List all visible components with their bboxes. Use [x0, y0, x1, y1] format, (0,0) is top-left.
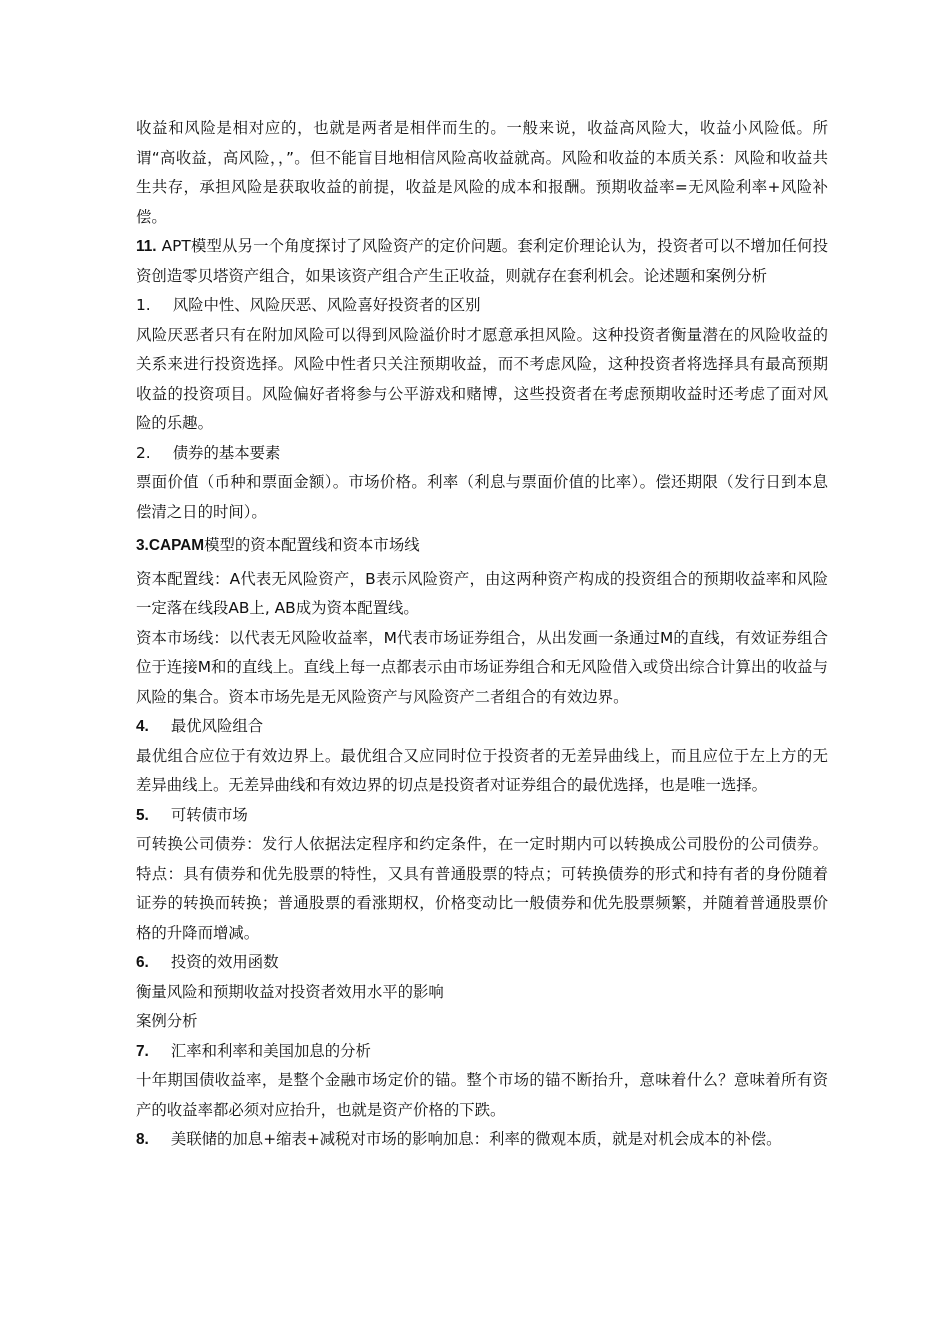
heading-2-number: 2.: [136, 443, 151, 462]
heading-8: [136, 1125, 828, 1155]
paragraph-6: 衡量风险和预期收益对投资者效用水平的影响: [136, 982, 444, 1001]
paragraph-2: 票面价值（币种和票面金额）。市场价格。利率（利息与票面价值的比率）。偿还期限（发行日到本息偿清之日的时间）。: [136, 473, 828, 521]
heading-1-text: 风险中性、风险厌恶、风险喜好投资者的区别: [172, 296, 481, 314]
heading-3: [136, 531, 828, 561]
heading-7: [136, 1037, 828, 1067]
heading-1: [136, 291, 828, 321]
paragraph-1: 风险厌恶者只有在附加风险可以得到风险溢价时才愿意承担风险。这种投资者衡量潜在的风险收益的关系来进行投资选择。风险中性者只关注预期收益，而不考虑风险，这种投资者将选择具有最高预期收益的投资项目。风险偏好者将参与公平游戏和赌博，这些投资者在考虑预期收益时还考虑了面对风险的乐趣。: [136, 325, 828, 432]
intro-paragraph: 收益和风险是相对应的，也就是两者是相伴而生的。一般来说，收益高风险大，收益小风险低。所谓“高收益，高风险，，”。但不能盲目地相信风险高收益就高。风险和收益的本质关系：风险和收益共生共存，承担风险是获取收益的前提，收益是风险的成本和报酬。预期收益率=无风险利率+风险补偿。: [136, 119, 828, 226]
heading-4-text: 最优风险组合: [170, 717, 264, 735]
heading-8-text: 美联储的加息+缩表+减税对市场的影响加息：利率的微观本质，就是对机会成本的补偿。: [170, 1130, 782, 1148]
paragraph-7: 十年期国债收益率，是整个金融市场定价的锚。整个市场的锚不断抬升，意味着什么？意味着所有资产的收益率都必须对应抬升，也就是资产价格的下跌。: [136, 1071, 828, 1119]
heading-3-number: 3.CAPAM: [136, 537, 205, 554]
heading-7-text: 汇率和利率和美国加息的分析: [170, 1041, 371, 1060]
item-11-text: APT模型从另一个角度探讨了风险资产的定价问题。套利定价理论认为，投资者可以不增加任何投资创造零贝塔资产组合，如果该资产组合产生正收益，则就存在套利机会。论述题和案例分析: [136, 237, 828, 285]
item-11: [136, 232, 828, 291]
heading-2-text: 债券的基本要素: [172, 443, 281, 462]
paragraph-3b: 资本市场线：以代表无风险收益率，M代表市场证券组合，从出发画一条通过M的直线，有效证券组合位于连接M和的直线上。直线上每一点都表示由市场证券组合和无风险借入或贷出综合计算出的收益与风险的集合。资本市场先是无风险资产与风险资产二者组合的有效边界。: [136, 628, 828, 706]
heading-5-number: 5.: [136, 806, 149, 824]
heading-4: [136, 712, 828, 742]
heading-1-number: 1.: [136, 296, 151, 314]
paragraph-5: 可转换公司债券：发行人依据法定程序和约定条件，在一定时期内可以转换成公司股份的公司债券。特点：具有债券和优先股票的特性，又具有普通股票的特点；可转换债券的形式和持有者的身份随着证券的转换而转换；普通股票的看涨期权，价格变动比一般债券和优先股票频繁，并随着普通股票价格的升降而增减。: [136, 835, 828, 942]
heading-6-number: 6.: [136, 954, 149, 971]
paragraph-4: 最优组合应位于有效边界上。最优组合又应同时位于投资者的无差异曲线上，而且应位于左上方的无差异曲线上。无差异曲线和有效边界的切点是投资者对证券组合的最优选择，也是唯一选择。: [136, 746, 828, 794]
heading-5: [136, 801, 828, 831]
heading-6: [136, 948, 828, 978]
heading-6-text: 投资的效用函数: [170, 953, 279, 971]
item-11-number: 11.: [136, 238, 157, 255]
heading-4-number: 4.: [136, 718, 149, 735]
document-page: [136, 114, 828, 1155]
heading-7-number: 7.: [136, 1042, 149, 1060]
case-analysis-label: 案例分析: [136, 1012, 198, 1030]
heading-2: [136, 439, 828, 469]
paragraph-3a: 资本配置线：A代表无风险资产，B表示风险资产，由这两种资产构成的投资组合的预期收益率和风险一定落在线段AB上, AB成为资本配置线。: [136, 569, 828, 617]
heading-5-text: 可转债市场: [170, 805, 248, 824]
heading-3-text: 模型的资本配置线和资本市场线: [204, 536, 420, 554]
heading-8-number: 8.: [136, 1131, 149, 1148]
